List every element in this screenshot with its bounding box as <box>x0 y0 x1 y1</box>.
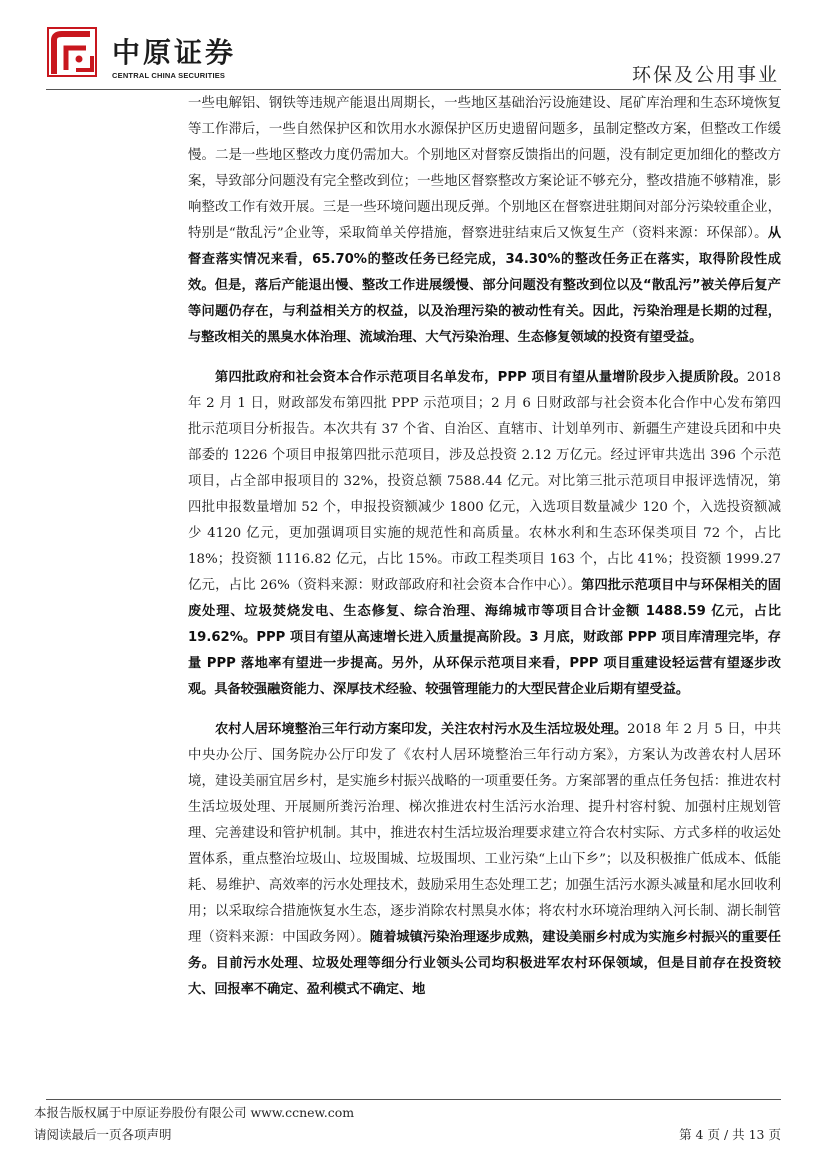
paragraph-bold-lead: 农村人居环境整治三年行动方案印发，关注农村污水及生活垃圾处理。 <box>215 722 628 737</box>
central-china-securities-logo-icon <box>46 24 100 80</box>
paragraph-bold-lead: 第四批政府和社会资本合作示范项目名单发布，PPP 项目有望从量增阶段步入提质阶段。 <box>215 370 747 385</box>
report-sector-title: 环保及公用事业 <box>631 64 779 86</box>
body-paragraph-1 <box>188 91 781 351</box>
header-divider <box>46 89 781 90</box>
paragraph-text: 2018 年 2 月 1 日，财政部发布第四批 PPP 示范项目；2 月 6 日财政部与社会资本化合作中心发布第四批示范项目分析报告。本次共有 37 个省、自治区、直辖市、计划单列市、新疆生产建设兵团和中央部委的 1226 个项目申报第四批示范项目，涉及总投资 2.12 万亿元。经过评审共选出 396 个示范项目，占全部申报项目的 32%，投资总额 7588.44 亿元。对比第三批示范项目申报评选情况，第四批申报数量增加 52 个，申报投资额减少 1800 亿元，入选项目数量减少 120 个，入选投资额减少 4120 亿元，更加强调项目实施的规范性和高质量。农林水利和生态环保类项目 72 个，占比 18%；投资额 1116.82 亿元，占比 15%。市政工程类项目 163 个，占比 41%；投资额 1999.27 亿元，占比 26%（资料来源：财政部政府和社会资本合作中心）。 <box>188 370 781 593</box>
logo-english-name: CENTRAL CHINA SECURITIES <box>112 71 226 80</box>
page-header <box>0 0 827 92</box>
footer-divider <box>46 1099 781 1100</box>
body-paragraph-3 <box>188 717 781 1003</box>
paragraph-text: 2018 年 2 月 5 日，中共中央办公厅、国务院办公厅印发了《农村人居环境整治三年行动方案》，方案认为改善农村人居环境，建设美丽宜居乡村，是实施乡村振兴战略的一项重要任务。方案部署的重点任务包括：推进农村生活垃圾处理、开展厕所粪污治理、梯次推进农村生活污水治理、提升村容村貌、加强村庄规划管理、完善建设和管护机制。其中，推进农村生活垃圾治理要求建立符合农村实际、方式多样的收运处置体系，重点整治垃圾山、垃圾围城、垃圾围坝、工业污染“上山下乡”；以及积极推广低成本、低能耗、易维护、高效率的污水处理技术，鼓励采用生态处理工艺；加强生活污水源头减量和尾水回收利用；以采取综合措施恢复水生态，逐步消除农村黑臭水体；将农村水环境治理纳入河长制、湖长制管理（资料来源：中国政务网）。 <box>188 722 781 945</box>
paragraph-text: 一些电解铝、钢铁等违规产能退出周期长，一些地区基础治污设施建设、尾矿库治理和生态环境恢复等工作滞后，一些自然保护区和饮用水水源保护区历史遗留问题多，虽制定整改方案，但整改工作缓慢。二是一些地区整改力度仍需加大。个别地区对督察反馈指出的问题，没有制定更加细化的整改方案，导致部分问题没有完全整改到位；一些地区督察整改方案论证不够充分，整改措施不够精准，影响整改工作有效开展。三是一些环境问题出现反弹。个别地区在督察进驻期间对部分污染较重企业，特别是“散乱污”企业等，采取简单关停措施，督察进驻结束后又恢复生产（资料来源：环保部）。 <box>188 96 781 241</box>
logo-chinese-name: 中原证券 <box>112 36 237 69</box>
paragraph-bold-conclusion: 随着城镇污染治理逐步成熟，建设美丽乡村成为实施乡村振兴的重要任务。目前污水处理、垃圾处理等细分行业领头公司均积极进军农村环保领域，但是目前存在投资较大、回报率不确定、盈利模式不确定、地 <box>188 930 781 997</box>
company-logo <box>46 24 256 80</box>
page-number: 第 4 页 / 共 13 页 <box>679 1127 781 1142</box>
report-body <box>188 91 781 1003</box>
paragraph-bold-conclusion: 第四批示范项目中与环保相关的固废处理、垃圾焚烧发电、生态修复、综合治理、海绵城市等项目合计金额 1488.59 亿元，占比 19.62%。PPP 项目有望从高速增长进入质量提高阶段。3 月底，财政部 PPP 项目库清理完毕，存量 PPP 落地率有望进一步提高。另外，从环保示范项目来看，PPP 项目重建设轻运营有望逐步改观。具备较强融资能力、深厚技术经验、较强管理能力的大型民营企业后期有望受益。 <box>188 578 781 697</box>
body-paragraph-2 <box>188 365 781 703</box>
footer-copyright: 本报告版权属于中原证券股份有限公司 www.ccnew.com <box>34 1105 355 1120</box>
paragraph-bold-conclusion: 从督查落实情况来看，65.70%的整改任务已经完成，34.30%的整改任务正在落实，取得阶段性成效。但是，落后产能退出慢、整改工作进展缓慢、部分问题没有整改到位以及“散乱污”被关停后复产等问题仍存在，与利益相关方的权益，以及治理污染的被动性有关。因此，污染治理是长期的过程，与整改相关的黑臭水体治理、流域治理、大气污染治理、生态修复领域的投资有望受益。 <box>188 226 781 345</box>
footer-disclaimer: 请阅读最后一页各项声明 <box>34 1127 172 1142</box>
